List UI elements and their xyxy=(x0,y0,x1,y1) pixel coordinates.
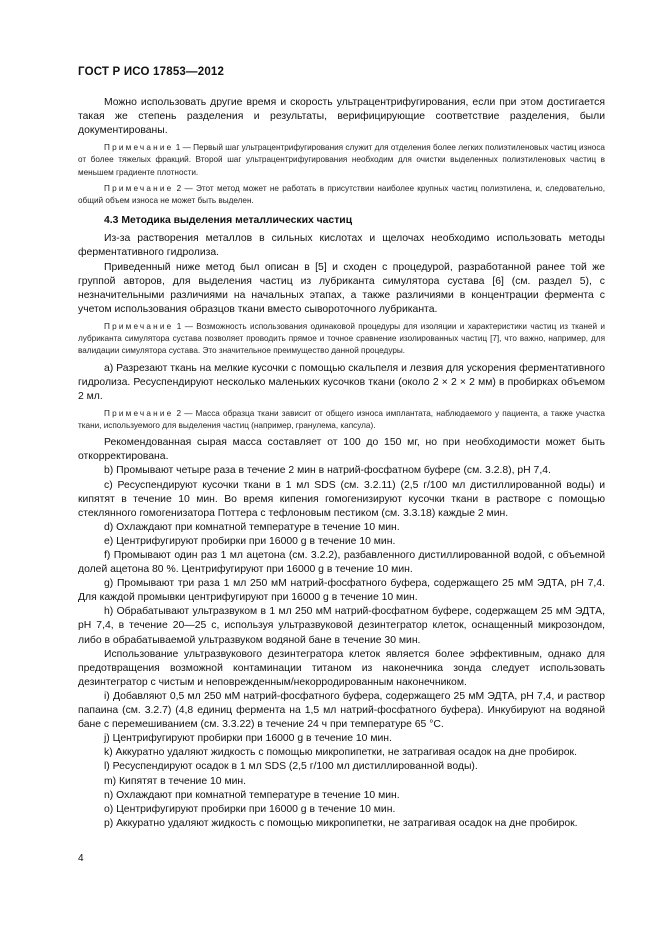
standard-header: ГОСТ Р ИСО 17853—2012 xyxy=(78,66,225,78)
note-3-text: 1 — Возможность использования одинаковой процедуры для изоляции и характеристики частиц из тканей и лубриканта симулятора сустава позволяет проводить прямое и точное сравнение изолированных частиц [7], что важно, например, для валидации симулятора сустава. Это значительное преимущество данной процедуры. xyxy=(78,321,605,356)
note-3-lead: Примечание xyxy=(104,321,174,331)
step-d: d) Охлаждают при комнатной температуре в течение 10 мин. xyxy=(104,521,400,533)
note-4-lead: Примечание xyxy=(104,408,174,418)
note-4 xyxy=(78,408,605,432)
section-heading: 4.3 Методика выделения металлических частиц xyxy=(104,215,353,227)
step-o: o) Центрифугируют пробирки при 16000 g в течение 10 мин. xyxy=(104,803,396,815)
step-h: h) Обрабатывают ультразвуком в 1 мл 250 мМ натрий-фосфатном буфере, содержащем 25 мМ ЭДТА, pH 7,4, в течение 20—25 с, используя ультразвуковой дезинтегратор клеток, оснащенный микрозондом, либо в обрабатываемой ультразвуком водяной бане в течение 30 мин. xyxy=(78,606,605,646)
step-n: n) Охлаждают при комнатной температуре в течение 10 мин. xyxy=(104,789,400,801)
note-1-text: 1 — Первый шаг ультрацентрифугирования служит для отделения более легких полиэтиленовых частиц износа от более тяжелых фракций. Второй шаг ультрацентрифугирования необходим для очистки выделенных полиэтиленовых частиц в меньшем градиенте плотности. xyxy=(78,143,605,177)
note-4-text: 2 — Масса образца ткани зависит от общего износа имплантата, наблюдаемого у пациента, а также участка ткани, используемого для выделения частиц (например, гранулема, капсула). xyxy=(78,408,605,431)
step-l: l) Ресуспендируют осадок в 1 мл SDS (2,5 г/100 мл дистиллированной воды). xyxy=(104,761,478,773)
note-2-lead: Примечание xyxy=(104,183,174,193)
page-content xyxy=(78,96,605,831)
paragraph-disintegrator: Использование ультразвукового дезинтегратора клеток является более эффективным, однако для предотвращения возможной контаминации титаном из наконечника зонда следует использовать дезинтегратор с чистым и неповрежденным/некорродированным наконечником. xyxy=(78,648,605,688)
step-k: k) Аккуратно удаляют жидкость с помощью микропипетки, не затрагивая осадок на дне пробирок. xyxy=(104,747,577,759)
page-number: 4 xyxy=(78,853,84,864)
note-3 xyxy=(78,321,605,358)
step-a: a) Разрезают ткань на мелкие кусочки с помощью скальпеля и лезвия для ускорения ферментативного гидролиза. Ресуспендируют несколько маленьких кусочков ткани (около 2 × 2 × 2 мм) в пробирках объемом 2 мл. xyxy=(78,362,605,402)
note-2 xyxy=(78,183,605,207)
note-2-text: 2 — Этот метод может не работать в присутствии наиболее крупных частиц полиэтилена, и, следовательно, общий объем износа не может быть выделен. xyxy=(78,183,605,206)
paragraph-enzymatic: Из-за растворения металлов в сильных кислотах и щелочах необходимо использовать методы ферментативного гидролиза. xyxy=(78,233,605,259)
paragraph-mass: Рекомендованная сырая масса составляет от 100 до 150 мг, но при необходимости может быть откорректирована. xyxy=(78,437,605,463)
step-f: f) Промывают один раз 1 мл ацетона (см. 3.2.2), разбавленного дистиллированной водой, с объемной долей ацетона 80 %. Центрифугируют при 16000 g в течение 10 мин. xyxy=(78,550,605,576)
note-1 xyxy=(78,142,605,179)
note-1-lead: Примечание xyxy=(104,143,174,153)
step-i: i) Добавляют 0,5 мл 250 мМ натрий-фосфатного буфера, содержащего 25 мМ ЭДТА, pH 7,4, и раствор папаина (см. 3.2.7) (4,8 единиц фермента на 1,5 мл натрий-фосфатного буфера). Инкубируют на водяной бане с перемешиванием (см. 3.3.22) в течение 24 ч при температуре 65 °C. xyxy=(78,690,605,731)
step-b: b) Промывают четыре раза в течение 2 мин в натрий-фосфатном буфере (см. 3.2.8), pH 7,4. xyxy=(104,465,551,477)
paragraph-method: Приведенный ниже метод был описан в [5] и сходен с процедурой, разработанной ранее той же группой авторов, для выделения частиц из лубриканта симулятора сустава [6] (см. раздел 5), с незначительными различиями на начальных этапах, а также различиями в концентрации фермента с учетом использования образцов ткани вместо сывороточного лубриканта. xyxy=(78,261,605,315)
step-j: j) Центрифугируют пробирки при 16000 g в течение 10 мин. xyxy=(104,733,392,745)
step-e: e) Центрифугируют пробирки при 16000 g в течение 10 мин. xyxy=(104,535,396,547)
step-p: p) Аккуратно удаляют жидкость с помощью микропипетки, не затрагивая осадок на дне пробирок. xyxy=(104,817,578,829)
step-g: g) Промывают три раза 1 мл 250 мМ натрий-фосфатного буфера, содержащего 25 мМ ЭДТА, pH 7,4. Для каждой промывки центрифугируют при 16000 g в течение 10 мин. xyxy=(78,578,605,604)
step-m: m) Кипятят в течение 10 мин. xyxy=(104,775,247,787)
step-c: c) Ресуспендируют кусочки ткани в 1 мл SDS (см. 3.2.11) (2,5 г/100 мл дистиллированной воды) и кипятят в течение 10 мин. Во время кипения гомогенизируют кусочки ткани в растворе с помощью стеклянного гомогенизатора Поттера с тефлоновым пестиком (см. 3.3.18) каждые 2 мин. xyxy=(78,479,605,519)
paragraph-ultracentrifugation: Можно использовать другие время и скорость ультрацентрифугирования, если при этом достигается такая же степень разделения и результаты, верифицирующие соответствие разделения, были документированы. xyxy=(78,97,605,137)
